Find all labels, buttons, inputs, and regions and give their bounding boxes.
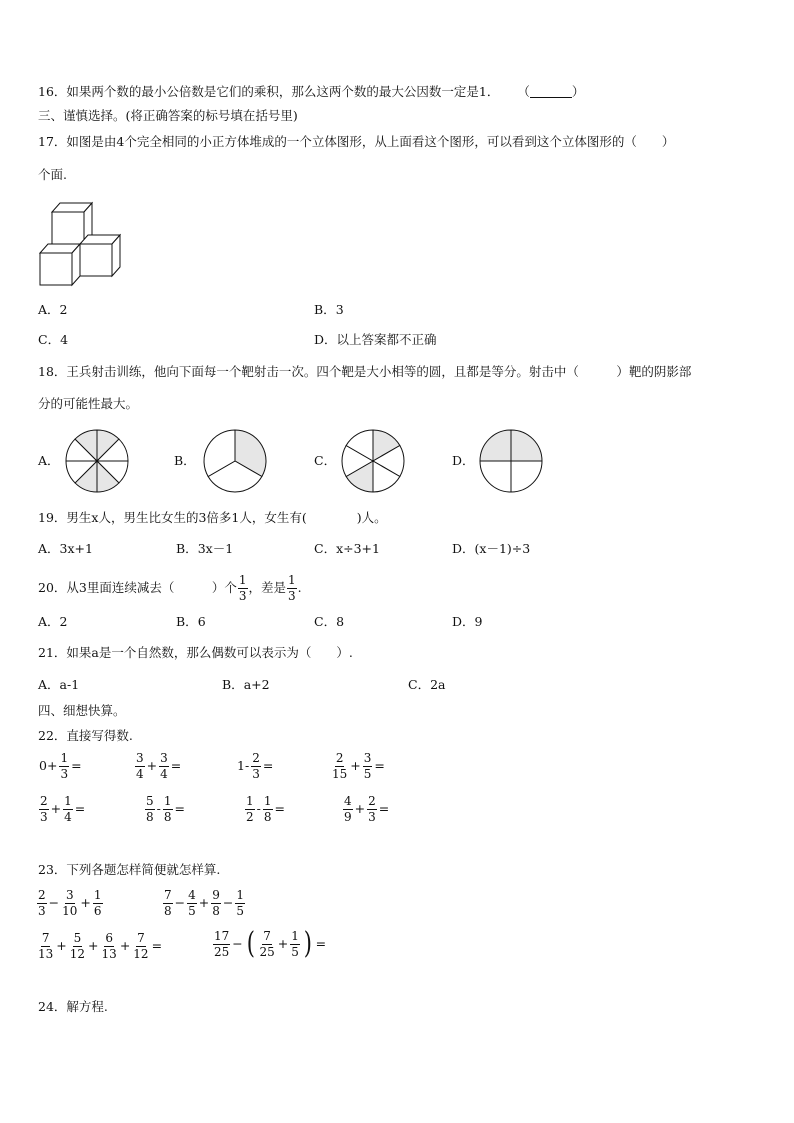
paren-close: ） [571, 84, 585, 99]
question-20-text: . [297, 579, 302, 595]
option-label: C． [314, 614, 337, 629]
target-c-label: C． [314, 453, 337, 468]
fraction [135, 752, 145, 780]
denominator: 8 [263, 809, 272, 824]
option-value: 9 [474, 614, 483, 629]
equals-sign: = [170, 757, 182, 773]
denominator: 4 [136, 766, 144, 781]
option-label: D． [452, 614, 475, 629]
q19-option-a[interactable] [38, 543, 93, 556]
denominator: 6 [93, 903, 102, 918]
option-label: C． [314, 541, 337, 556]
q23-expression-4 [212, 926, 327, 961]
denominator: 5 [236, 903, 245, 918]
q21-option-c[interactable] [408, 679, 445, 692]
numerator: 3 [136, 751, 144, 765]
fraction [37, 889, 47, 917]
numerator: 1 [263, 794, 272, 808]
numerator: 3 [160, 751, 168, 765]
target-b-label: B． [174, 453, 196, 468]
fraction [245, 795, 255, 823]
equals-sign: = [71, 757, 82, 773]
denominator: 3 [40, 809, 48, 824]
operator: + [354, 800, 366, 816]
equals-sign: = [378, 800, 390, 816]
denominator: 3 [38, 903, 46, 918]
option-value: 2 [59, 302, 68, 317]
denominator: 3 [368, 809, 376, 824]
numerator: 1 [246, 794, 254, 808]
numerator: 9 [212, 888, 220, 902]
question-17-line1: 17．如图是由4个完全相同的小正方体堆成的一个立体图形，从上面看这个图形，可以看到这个立体图形的（ ） [38, 134, 675, 149]
denominator: 3 [60, 766, 69, 781]
denominator: 25 [259, 944, 275, 959]
question-18-line1: 18．王兵射击训练，他向下面每一个靶射击一次。四个靶是大小相等的圆，且都是等分。射击中（ ）靶的阴影部 [38, 364, 692, 379]
fraction [163, 795, 173, 823]
denominator: 12 [133, 946, 149, 961]
q22-expression [38, 752, 83, 780]
equals-sign: = [74, 800, 86, 816]
denominator: 8 [212, 903, 220, 918]
q19-option-d[interactable] [452, 543, 530, 556]
numerator: 1 [60, 751, 69, 765]
q17-option-d[interactable] [314, 334, 437, 347]
right-paren: ) [303, 926, 312, 961]
fraction [39, 795, 49, 823]
question-20-text: ，差是 [248, 579, 287, 595]
equals-sign: = [315, 935, 327, 951]
cube-figure [38, 200, 128, 286]
q20-option-b[interactable] [176, 616, 206, 629]
q21-option-b[interactable] [222, 679, 270, 692]
q17-option-c[interactable] [38, 334, 68, 347]
q20-option-c[interactable] [314, 616, 344, 629]
q17-option-b[interactable] [314, 304, 344, 317]
operator: − [222, 894, 234, 910]
equals-sign: = [151, 937, 163, 953]
question-16-text: 16．如果两个数的最小公倍数是它们的乘积，那么这两个数的最大公因数一定是1． [38, 84, 500, 99]
shaded-sector [511, 430, 542, 461]
numerator: 3 [65, 888, 74, 902]
option-value: a+2 [243, 677, 270, 692]
operator: + [88, 937, 99, 953]
denominator: 10 [62, 903, 78, 918]
denominator: 3 [238, 588, 247, 603]
q21-option-a[interactable] [38, 679, 79, 692]
operator: − [232, 935, 243, 951]
fraction [93, 889, 103, 917]
question-20 [38, 568, 302, 608]
option-value: 2a [430, 677, 446, 692]
q22-expression [134, 752, 182, 780]
fraction [145, 795, 155, 823]
option-label: A． [38, 302, 60, 317]
left-paren: ( [246, 926, 255, 961]
option-value: a-1 [59, 677, 80, 692]
equals-sign: = [174, 800, 185, 816]
operator: - [156, 800, 161, 816]
q22-expression [144, 795, 186, 823]
fraction [101, 932, 118, 960]
operator: + [146, 757, 158, 773]
numerator: 1 [93, 888, 102, 902]
option-label: D． [452, 541, 475, 556]
fraction [235, 889, 245, 917]
option-value: 6 [197, 614, 206, 629]
option-value: (x－1)÷3 [474, 541, 531, 556]
expression-lead: 1- [237, 757, 250, 773]
numerator: 2 [38, 888, 46, 902]
option-label: A． [38, 614, 60, 629]
option-label: A． [38, 677, 60, 692]
denominator: 3 [288, 588, 296, 603]
numerator: 2 [368, 794, 376, 808]
section-3-heading: 三、谨慎选择。(将正确答案的标号填在括号里) [38, 108, 298, 123]
fraction [132, 932, 149, 960]
target-b[interactable] [202, 428, 268, 494]
option-value: 3x－1 [197, 541, 234, 556]
denominator: 12 [69, 946, 86, 961]
q19-option-b[interactable] [176, 543, 233, 556]
fraction [367, 795, 377, 823]
fraction [331, 752, 348, 780]
fraction [69, 932, 86, 960]
denominator: 4 [160, 766, 168, 781]
q22-expression [38, 795, 86, 823]
operator: - [256, 800, 261, 816]
question-24-title: 24．解方程. [38, 999, 108, 1014]
fraction [287, 574, 297, 602]
denominator: 4 [64, 809, 72, 824]
target-a-label: A． [38, 453, 60, 468]
operator: + [50, 800, 62, 816]
q20-option-d[interactable] [452, 616, 482, 629]
denominator: 8 [164, 903, 172, 918]
q22-expression [330, 752, 386, 780]
fraction [59, 752, 69, 780]
option-value: x÷3+1 [336, 541, 380, 556]
fraction [213, 930, 230, 958]
numerator: 3 [363, 751, 372, 765]
answer-blank[interactable] [530, 85, 572, 98]
numerator: 17 [214, 928, 230, 943]
shaded-sector [480, 430, 511, 461]
option-label: A． [38, 541, 60, 556]
denominator: 2 [246, 809, 254, 824]
option-value: 3x+1 [59, 541, 93, 556]
question-18-line2: 分的可能性最大。 [38, 396, 139, 411]
operator: + [198, 894, 210, 910]
denominator: 13 [38, 946, 54, 961]
fraction [63, 795, 73, 823]
numerator: 1 [288, 572, 296, 587]
numerator: 7 [263, 928, 271, 943]
operator: − [48, 894, 60, 910]
fraction [263, 795, 273, 823]
question-22-title: 22．直接写得数. [38, 728, 133, 743]
operator: + [119, 937, 131, 953]
target-c[interactable] [340, 428, 406, 494]
numerator: 4 [344, 794, 352, 808]
sector [480, 461, 511, 492]
q22-expression [342, 795, 390, 823]
option-label: D． [314, 332, 337, 347]
paren-open: （ [517, 84, 530, 99]
denominator: 3 [252, 766, 260, 781]
fraction [258, 930, 275, 958]
target-a[interactable] [64, 428, 130, 494]
option-value: 2 [59, 614, 68, 629]
expression-lead: 0+ [39, 757, 58, 773]
option-label: C． [38, 332, 61, 347]
target-d[interactable] [478, 428, 544, 494]
q23-expression-1 [36, 889, 104, 917]
numerator: 1 [64, 794, 72, 808]
fraction [37, 932, 54, 960]
q20-option-a[interactable] [38, 616, 67, 629]
fraction [61, 889, 78, 917]
option-label: B． [176, 541, 198, 556]
numerator: 5 [73, 931, 82, 945]
q23-expression-3 [36, 932, 163, 960]
denominator: 5 [188, 903, 196, 918]
operator: − [174, 894, 186, 910]
equals-sign: = [374, 757, 385, 773]
q17-option-a[interactable] [38, 304, 67, 317]
fraction [251, 752, 261, 780]
equals-sign: = [274, 800, 285, 816]
fraction [187, 889, 197, 917]
numerator: 2 [40, 794, 48, 808]
option-label: C． [408, 677, 431, 692]
denominator: 13 [101, 946, 117, 961]
fraction [343, 795, 353, 823]
fraction [163, 889, 173, 917]
q22-expression [244, 795, 286, 823]
operator: + [80, 894, 91, 910]
question-20-text: 20．从3里面连续减去（ ）个 [38, 579, 237, 595]
numerator: 4 [188, 888, 196, 902]
question-17-line2: 个面. [38, 167, 67, 182]
operator: + [350, 757, 361, 773]
numerator: 1 [291, 928, 299, 943]
denominator: 8 [146, 809, 154, 824]
denominator: 25 [214, 944, 230, 959]
numerator: 1 [238, 572, 247, 587]
fraction [159, 752, 169, 780]
option-value: 以上答案都不正确 [336, 332, 437, 347]
numerator: 6 [105, 931, 113, 945]
denominator: 9 [344, 809, 352, 824]
fraction [363, 752, 373, 780]
q19-option-c[interactable] [314, 543, 380, 556]
target-d-label: D． [452, 453, 475, 468]
numerator: 2 [252, 751, 260, 765]
numerator: 2 [335, 751, 344, 765]
question-21: 21．如果a是一个自然数，那么偶数可以表示为（ ）. [38, 645, 353, 660]
denominator: 8 [163, 809, 172, 824]
q22-expression [236, 752, 274, 780]
question-16 [38, 85, 584, 99]
fraction [290, 930, 300, 958]
option-label: B． [222, 677, 244, 692]
section-4-heading: 四、细想快算。 [38, 703, 126, 718]
q23-expression-2 [162, 889, 246, 917]
denominator: 15 [332, 766, 348, 781]
numerator: 7 [41, 931, 50, 945]
numerator: 7 [164, 888, 172, 902]
question-19: 19．男生x人，男生比女生的3倍多1人，女生有( )人。 [38, 510, 387, 525]
option-value: 4 [60, 332, 69, 347]
question-23-title: 23．下列各题怎样简便就怎样算. [38, 862, 221, 877]
equals-sign: = [262, 757, 274, 773]
sector [511, 461, 542, 492]
option-label: B． [314, 302, 336, 317]
denominator: 5 [363, 766, 372, 781]
numerator: 1 [236, 888, 245, 902]
denominator: 5 [291, 944, 299, 959]
operator: + [56, 937, 67, 953]
operator: + [277, 935, 289, 951]
option-label: B． [176, 614, 198, 629]
numerator: 1 [163, 794, 172, 808]
option-value: 3 [335, 302, 344, 317]
fraction [238, 574, 248, 602]
option-value: 8 [336, 614, 345, 629]
fraction [211, 889, 221, 917]
numerator: 7 [137, 931, 145, 945]
numerator: 5 [146, 794, 154, 808]
